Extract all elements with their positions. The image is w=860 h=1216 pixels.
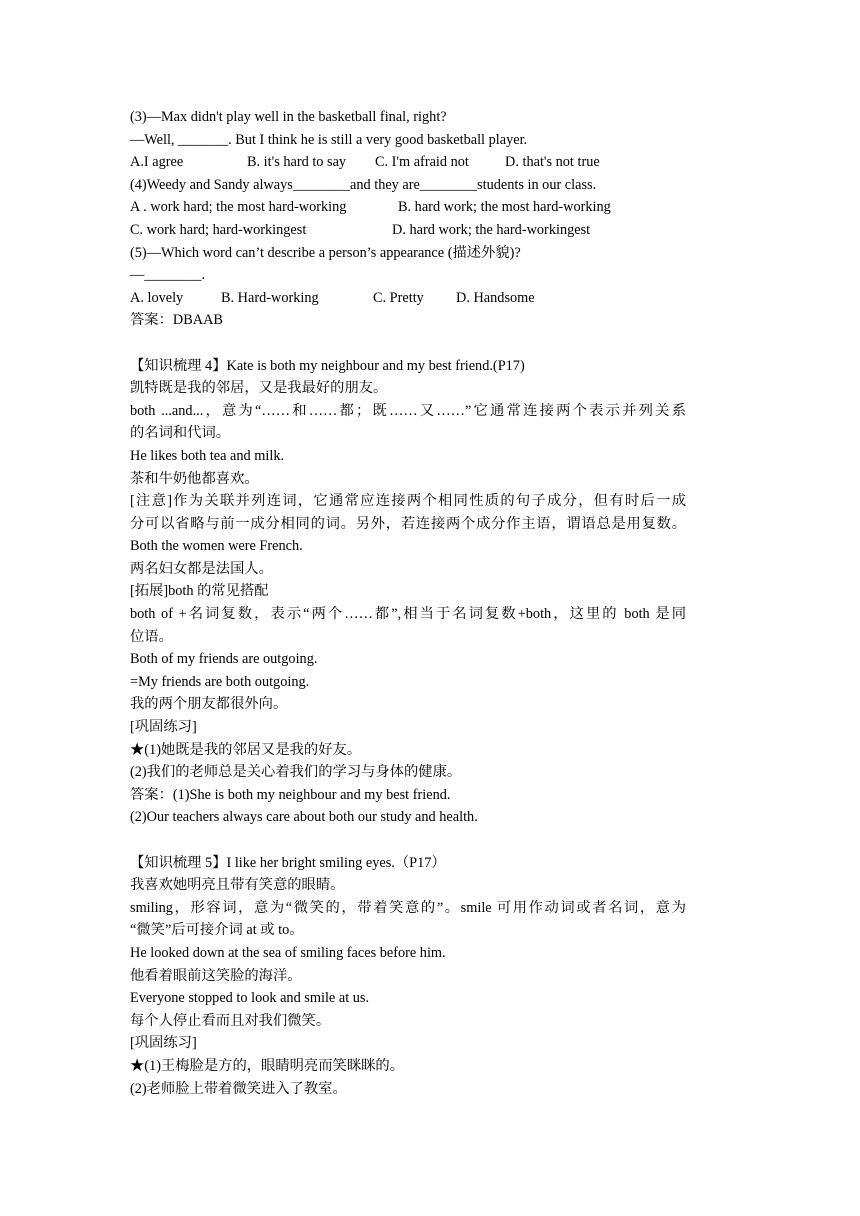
section-5-line: smiling，形容词，意为“微笑的，带着笑意的”。smile 可用作动词或者名词，意为 — [130, 899, 686, 916]
section-5-line: ★(1)王梅脸是方的，眼睛明亮而笑眯眯的。 — [130, 1057, 405, 1074]
section-5-line: Everyone stopped to look and smile at us. — [130, 990, 370, 1007]
section-4-line: 两名妇女都是法国人。 — [130, 560, 273, 577]
question-3-prompt: —Well, _______. But I think he is still a very good basketball player. — [130, 131, 528, 148]
section-5-line: 他看着眼前这笑脸的海洋。 — [130, 967, 302, 984]
question-3-options — [130, 151, 686, 174]
section-5-line: He looked down at the sea of smiling faces before him. — [130, 944, 446, 961]
option-c: C. Pretty — [373, 289, 424, 306]
section-5-line: 每个人停止看而且对我们微笑。 — [130, 1012, 331, 1029]
section-4-line: (2)Our teachers always care about both our study and health. — [130, 809, 478, 826]
question-5-options — [130, 287, 686, 310]
section-4-line: Both of my friends are outgoing. — [130, 651, 318, 668]
section-4-line: 答案：(1)She is both my neighbour and my best friend. — [130, 786, 451, 803]
section-4-line: =My friends are both outgoing. — [130, 673, 310, 690]
option-b: B. Hard-working — [221, 289, 319, 306]
option-d: D. that's not true — [505, 154, 600, 171]
section-5-line: “微笑”后可接介词 at 或 to。 — [130, 922, 304, 939]
option-a: A . work hard; the most hard-working — [130, 199, 347, 216]
question-5-text: (5)—Which word can’t describe a person’s appearance (描述外貌)? — [130, 244, 521, 261]
option-a: A.I agree — [130, 154, 184, 171]
section-4-line: 位语。 — [130, 628, 173, 645]
section-4-line: 分可以省略与前一成分相同的词。另外，若连接两个成分作主语，谓语总是用复数。 — [130, 515, 686, 532]
option-d: D. Handsome — [456, 289, 535, 306]
section-5-line: 我喜欢她明亮且带有笑意的眼睛。 — [130, 877, 345, 894]
section-4-line: ★(1)她既是我的邻居又是我的好友。 — [130, 741, 362, 758]
section-4-line: 我的两个朋友都很外向。 — [130, 696, 288, 713]
answer-key: 答案：DBAAB — [130, 312, 223, 329]
section-spacer — [130, 829, 686, 852]
section-4-title: 【知识梳理 4】Kate is both my neighbour and my best friend.(P17) — [130, 357, 525, 374]
section-4-line: Both the women were French. — [130, 538, 303, 555]
section-4-line: 的名词和代词。 — [130, 425, 231, 442]
option-b: B. hard work; the most hard-working — [398, 199, 611, 216]
option-a: A. lovely — [130, 289, 184, 306]
option-d: D. hard work; the hard-workingest — [392, 221, 591, 238]
option-c: C. I'm afraid not — [375, 154, 469, 171]
section-4-line: 凯特既是我的邻居，又是我最好的朋友。 — [130, 380, 388, 397]
question-4-text: (4)Weedy and Sandy always________and they are________students in our class. — [130, 176, 597, 193]
section-5-line: [巩固练习] — [130, 1035, 197, 1052]
page-content — [130, 106, 686, 1100]
question-5-blank: —________. — [130, 267, 206, 284]
section-5-line: (2)老师脸上带着微笑进入了教室。 — [130, 1080, 347, 1097]
section-4-line: both ...and...，意为“……和……都；既……又……”它通常连接两个表示并列关系 — [130, 402, 686, 419]
section-4-line: both of +名词复数，表示“两个……都”,相当于名词复数+both，这里的 both 是同 — [130, 606, 686, 623]
section-4-line: [拓展]both 的常见搭配 — [130, 583, 269, 600]
question-3-text: (3)—Max didn't play well in the basketball final, right? — [130, 109, 447, 125]
section-5-title: 【知识梳理 5】I like her bright smiling eyes.（P17） — [130, 854, 446, 871]
question-4-options-row1 — [130, 196, 686, 219]
question-4-options-row2 — [130, 219, 686, 242]
section-4-line: (2)我们的老师总是关心着我们的学习与身体的健康。 — [130, 764, 462, 781]
section-4-line: [注意]作为关联并列连词，它通常应连接两个相同性质的句子成分，但有时后一成 — [130, 493, 686, 510]
option-b: B. it's hard to say — [247, 154, 347, 171]
section-4-line: He likes both tea and milk. — [130, 447, 285, 464]
option-c: C. work hard; hard-workingest — [130, 221, 307, 238]
section-4-line: [巩固练习] — [130, 719, 197, 736]
section-4-line: 茶和牛奶他都喜欢。 — [130, 470, 259, 487]
section-spacer — [130, 332, 686, 355]
